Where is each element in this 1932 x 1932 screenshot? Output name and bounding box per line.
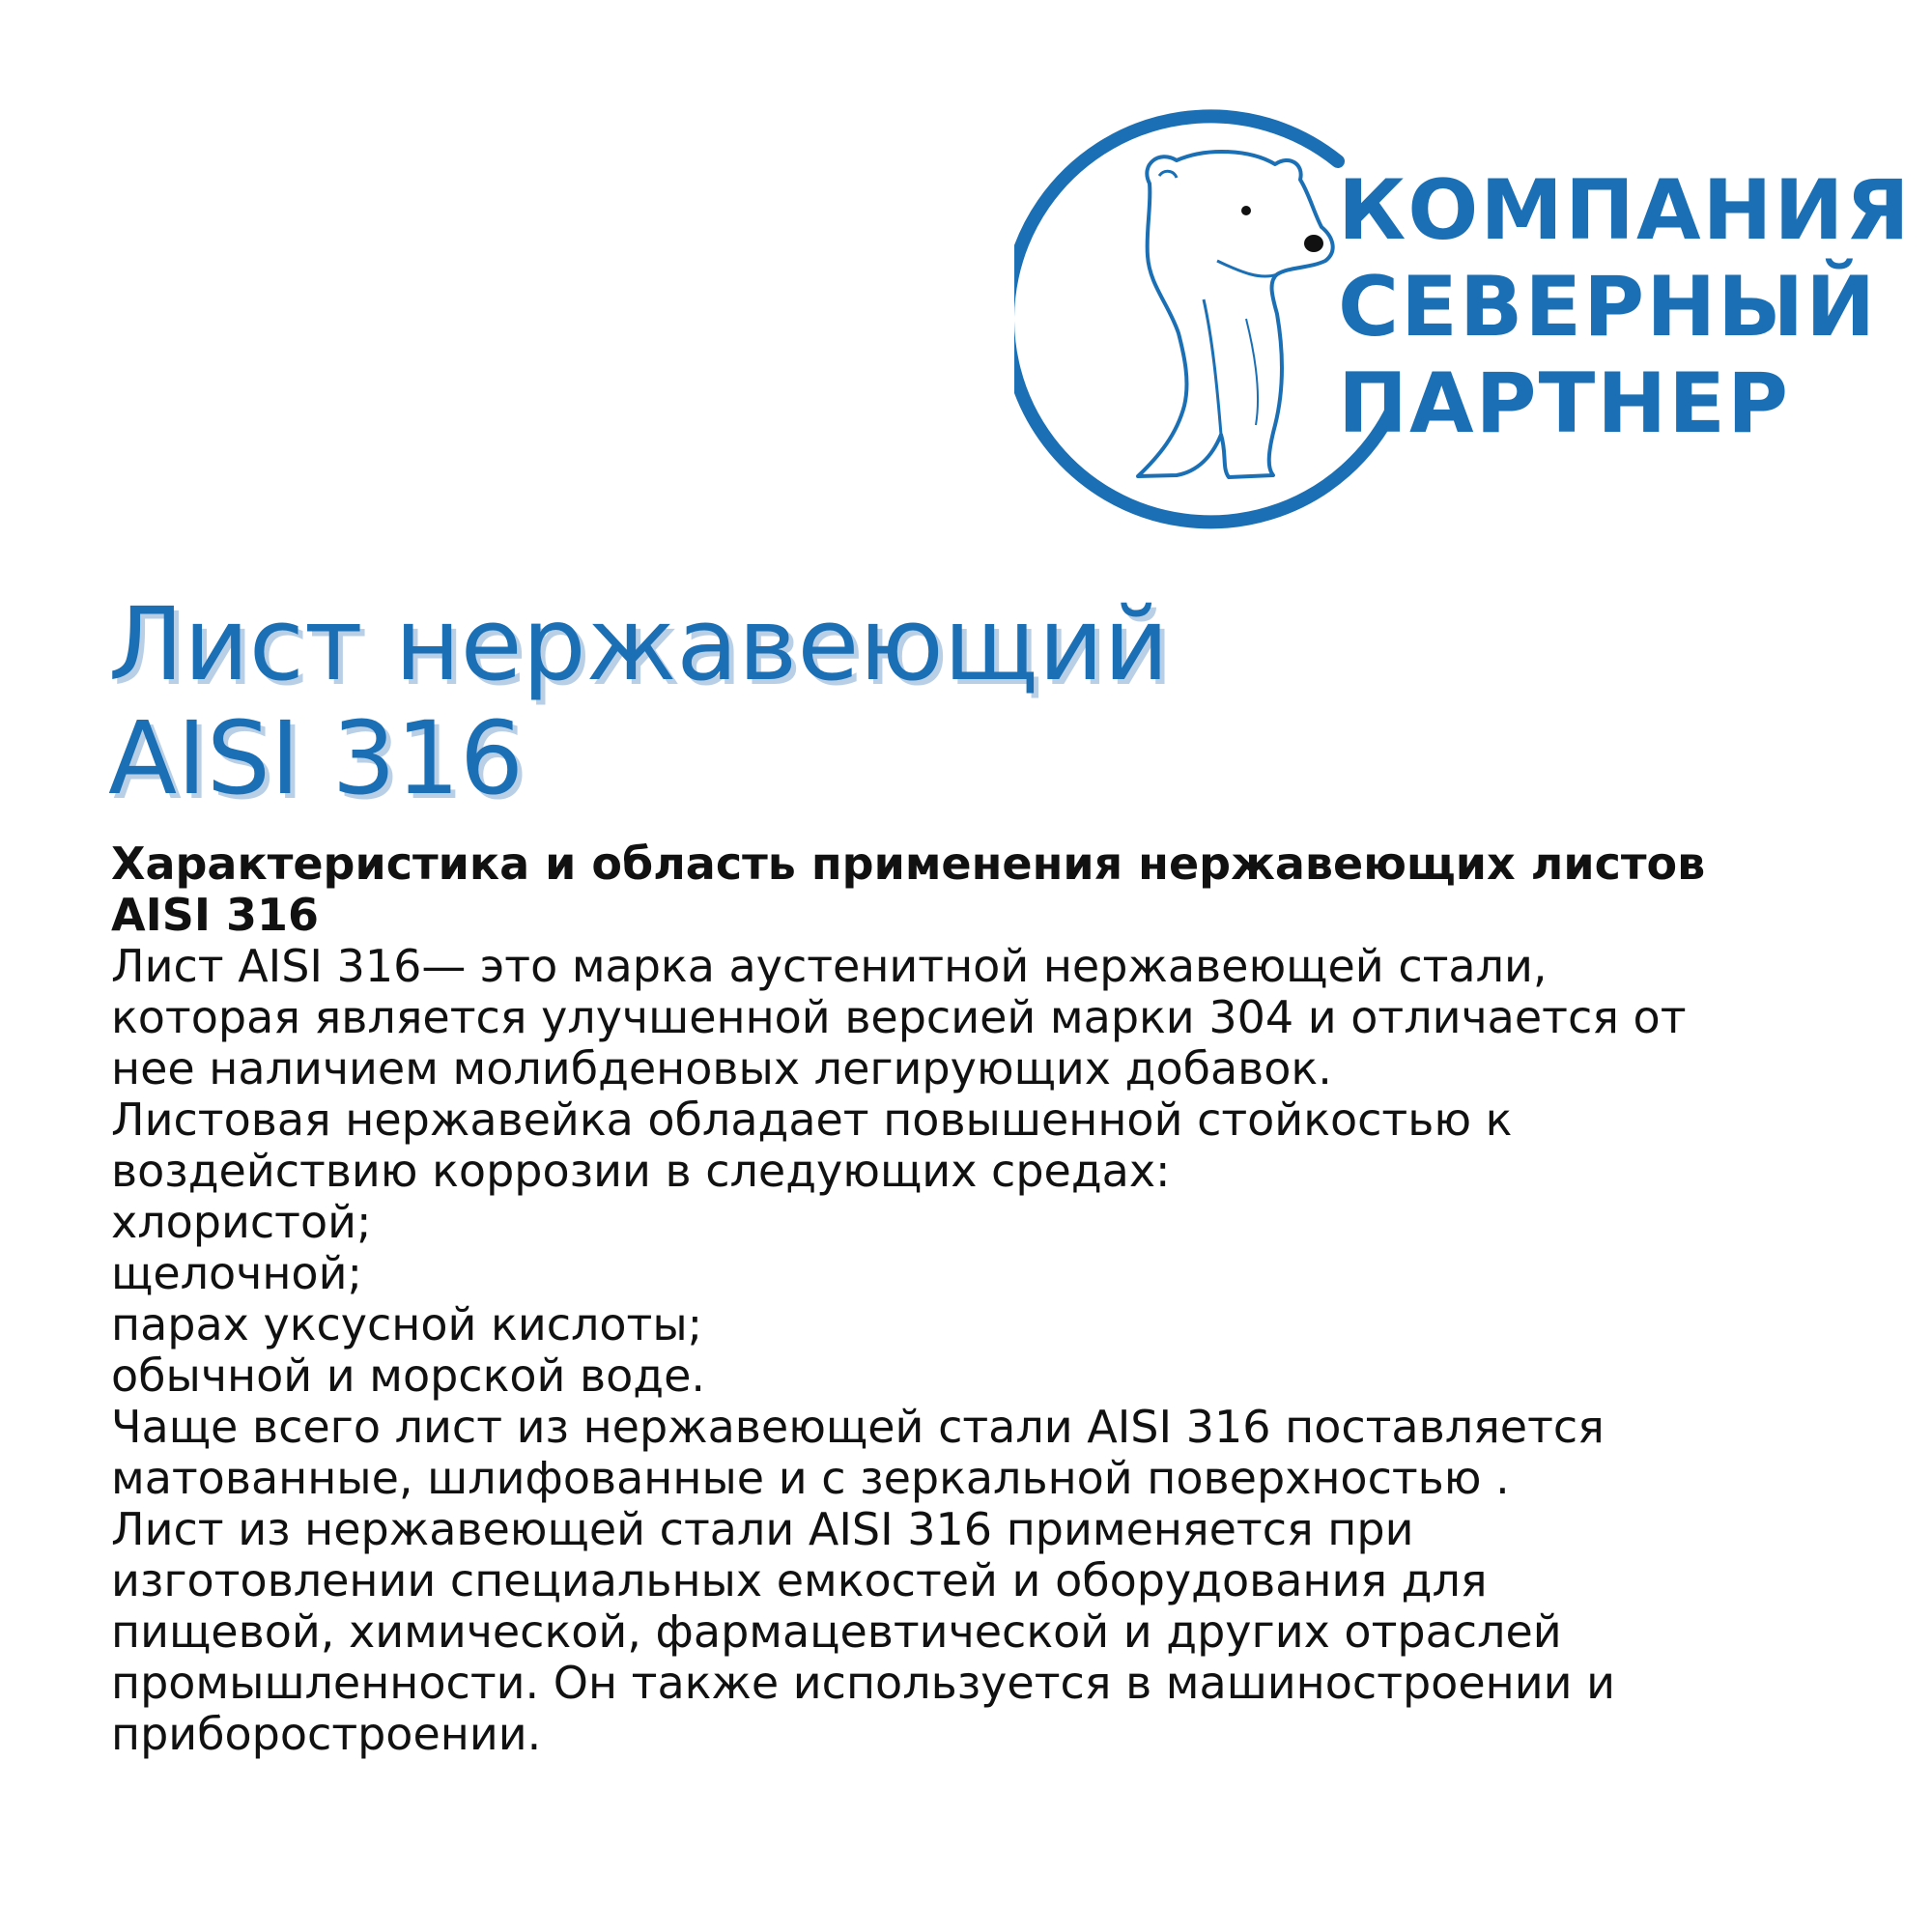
logo-wordmark	[1338, 162, 1912, 452]
list-item: щелочной;	[111, 1247, 362, 1299]
body-line: Листовая нержавейка обладает повышенной стойкостью к	[111, 1094, 1513, 1146]
article-body	[111, 838, 1898, 1760]
body-line: приборостроении.	[111, 1708, 542, 1760]
company-logo	[1014, 97, 1912, 531]
body-line: изготовлении специальных емкостей и оборудования для	[111, 1554, 1488, 1606]
page-title-line: Лист нержавеющий	[108, 585, 1169, 703]
section-heading-line: Характеристика и область применения нержавеющих листов	[111, 838, 1706, 890]
body-line: Лист из нержавеющей стали AISI 316 применяется при	[111, 1503, 1414, 1555]
body-line: которая является улучшенной версией марки 304 и отличается от	[111, 991, 1687, 1043]
body-line: пищевой, химической, фармацевтической и других отраслей	[111, 1605, 1562, 1658]
body-line: матованные, шлифованные и с зеркальной поверхностью .	[111, 1452, 1510, 1504]
body-line: нее наличием молибденовых легирующих добавок.	[111, 1042, 1332, 1094]
list-item: парах уксусной кислоты;	[111, 1298, 703, 1350]
list-item: обычной и морской воде.	[111, 1350, 706, 1402]
logo-line: СЕВЕРНЫЙ	[1338, 259, 1878, 355]
body-line: промышленности. Он также используется в машиностроении и	[111, 1657, 1616, 1709]
body-line: Лист AISI 316— это марка аустенитной нержавеющей стали,	[111, 940, 1548, 992]
page-title-line: AISI 316	[108, 699, 525, 817]
logo-line: КОМПАНИЯ	[1338, 162, 1912, 259]
logo-line: ПАРТНЕР	[1338, 355, 1790, 452]
page-title	[108, 587, 1169, 815]
section-heading-line: AISI 316	[111, 889, 319, 941]
body-line: воздействию коррозии в следующих средах:	[111, 1145, 1171, 1197]
body-line: Чаще всего лист из нержавеющей стали AISI 316 поставляется	[111, 1401, 1605, 1453]
section-heading	[111, 838, 1898, 941]
list-item: хлористой;	[111, 1196, 372, 1248]
